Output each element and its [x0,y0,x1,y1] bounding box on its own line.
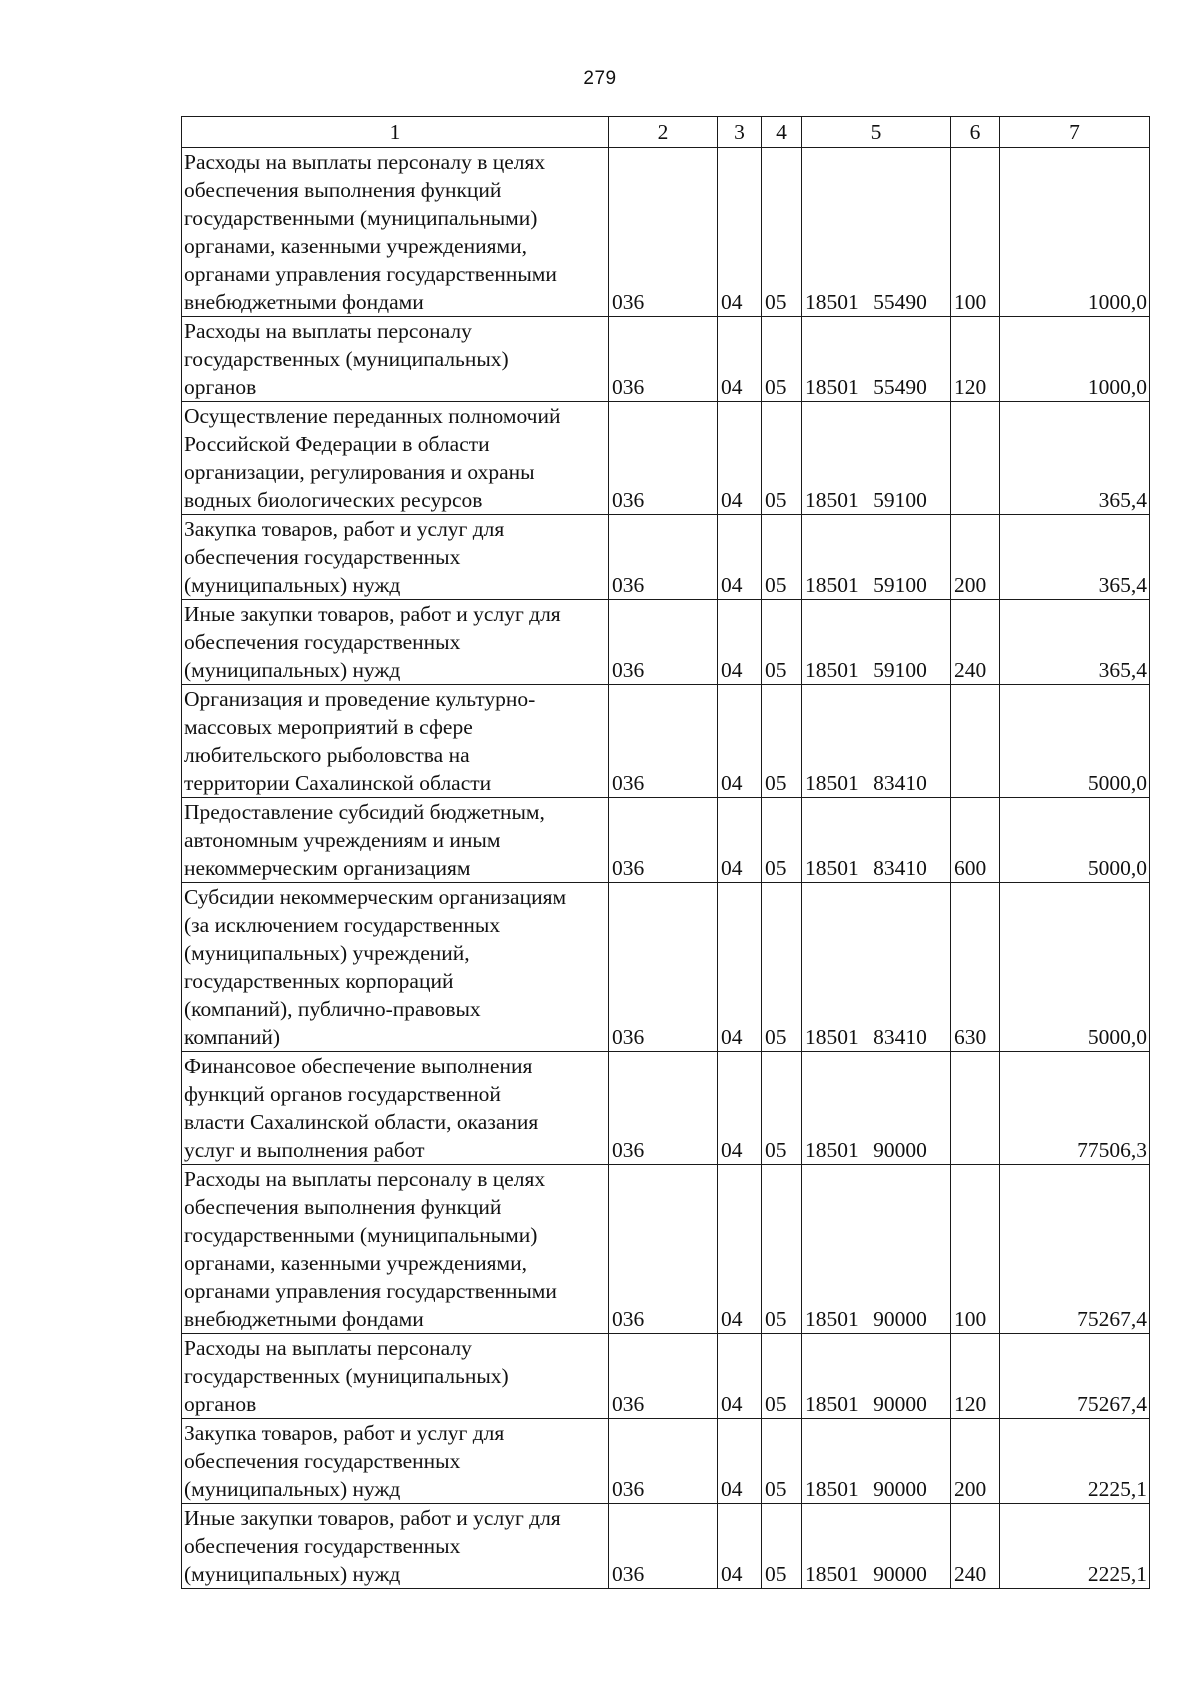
row-col-2: 036 [609,317,718,402]
row-col-5: 18501 90000 [802,1165,951,1334]
row-col-7: 1000,0 [1000,148,1150,317]
row-col-4: 05 [762,148,802,317]
row-col-6 [951,402,1000,515]
row-col-4: 05 [762,1334,802,1419]
row-col-2: 036 [609,1334,718,1419]
row-col-4: 05 [762,515,802,600]
row-col-2: 036 [609,798,718,883]
row-col-7: 5000,0 [1000,798,1150,883]
row-col-7: 75267,4 [1000,1334,1150,1419]
table-row [182,1419,1150,1504]
header-col-6: 6 [951,117,1000,148]
row-col-3: 04 [718,317,762,402]
row-col-2: 036 [609,402,718,515]
row-col-2: 036 [609,1052,718,1165]
row-col-6: 100 [951,1165,1000,1334]
row-col-3: 04 [718,883,762,1052]
row-col-4: 05 [762,402,802,515]
row-col-7: 2225,1 [1000,1419,1150,1504]
row-col-5: 18501 90000 [802,1504,951,1589]
row-col-4: 05 [762,798,802,883]
row-col-5: 18501 90000 [802,1052,951,1165]
row-col-6 [951,685,1000,798]
row-col-7: 365,4 [1000,600,1150,685]
page-number: 279 [583,68,617,89]
table-row [182,600,1150,685]
table-row [182,1165,1150,1334]
row-col-4: 05 [762,600,802,685]
row-col-2: 036 [609,1165,718,1334]
row-col-4: 05 [762,1165,802,1334]
row-col-3: 04 [718,1504,762,1589]
row-col-7: 5000,0 [1000,685,1150,798]
header-col-4: 4 [762,117,802,148]
row-col-6: 100 [951,148,1000,317]
row-col-3: 04 [718,1165,762,1334]
row-col-6: 630 [951,883,1000,1052]
row-col-6: 200 [951,515,1000,600]
row-col-5: 18501 55490 [802,148,951,317]
row-description: Расходы на выплаты персоналу государственных (муниципальных) органов [182,1334,609,1419]
header-row [182,117,1150,148]
row-col-5: 18501 90000 [802,1334,951,1419]
row-col-4: 05 [762,1052,802,1165]
row-col-4: 05 [762,685,802,798]
row-description: Расходы на выплаты персоналу в целях обеспечения выполнения функций государственными (муниципальными) органами, казенными учреждениями, органами управления государственными внебюджетными фондами [182,148,609,317]
row-description: Осуществление переданных полномочий Российской Федерации в области организации, регулирования и охраны водных биологических ресурсов [182,402,609,515]
row-col-7: 75267,4 [1000,1165,1150,1334]
table-row [182,317,1150,402]
table-row [182,1334,1150,1419]
row-col-3: 04 [718,600,762,685]
row-col-3: 04 [718,685,762,798]
row-col-3: 04 [718,1052,762,1165]
row-description: Предоставление субсидий бюджетным, автономным учреждениям и иным некоммерческим организациям [182,798,609,883]
row-description: Закупка товаров, работ и услуг для обеспечения государственных (муниципальных) нужд [182,1419,609,1504]
row-col-3: 04 [718,1419,762,1504]
row-col-2: 036 [609,600,718,685]
row-col-7: 77506,3 [1000,1052,1150,1165]
row-description: Закупка товаров, работ и услуг для обеспечения государственных (муниципальных) нужд [182,515,609,600]
row-col-2: 036 [609,1419,718,1504]
table-row [182,883,1150,1052]
row-description: Расходы на выплаты персоналу в целях обеспечения выполнения функций государственными (муниципальными) органами, казенными учреждениями, органами управления государственными внебюджетными фондами [182,1165,609,1334]
header-col-5: 5 [802,117,951,148]
row-col-5: 18501 59100 [802,402,951,515]
row-col-2: 036 [609,1504,718,1589]
row-col-5: 18501 83410 [802,798,951,883]
row-col-7: 2225,1 [1000,1504,1150,1589]
row-col-7: 5000,0 [1000,883,1150,1052]
row-col-4: 05 [762,317,802,402]
header-col-7: 7 [1000,117,1150,148]
row-col-6: 240 [951,600,1000,685]
header-col-3: 3 [718,117,762,148]
row-col-3: 04 [718,798,762,883]
row-col-4: 05 [762,883,802,1052]
row-col-3: 04 [718,148,762,317]
row-description: Финансовое обеспечение выполнения функций органов государственной власти Сахалинской области, оказания услуг и выполнения работ [182,1052,609,1165]
header-col-2: 2 [609,117,718,148]
table-row [182,1504,1150,1589]
table-row [182,798,1150,883]
row-col-4: 05 [762,1419,802,1504]
row-description: Организация и проведение культурно- массовых мероприятий в сфере любительского рыболовства на территории Сахалинской области [182,685,609,798]
row-col-4: 05 [762,1504,802,1589]
row-col-3: 04 [718,1334,762,1419]
row-col-2: 036 [609,883,718,1052]
table-header [182,117,1150,148]
row-col-5: 18501 59100 [802,600,951,685]
row-col-5: 18501 83410 [802,685,951,798]
row-description: Расходы на выплаты персоналу государственных (муниципальных) органов [182,317,609,402]
row-col-6: 120 [951,317,1000,402]
table-row [182,402,1150,515]
row-col-6: 200 [951,1419,1000,1504]
row-col-5: 18501 83410 [802,883,951,1052]
row-col-6: 600 [951,798,1000,883]
row-col-3: 04 [718,402,762,515]
row-col-7: 365,4 [1000,402,1150,515]
header-col-1: 1 [182,117,609,148]
table-row [182,685,1150,798]
row-col-5: 18501 90000 [802,1419,951,1504]
row-col-6: 240 [951,1504,1000,1589]
table-row [182,148,1150,317]
row-col-6: 120 [951,1334,1000,1419]
table-row [182,515,1150,600]
row-description: Иные закупки товаров, работ и услуг для обеспечения государственных (муниципальных) нужд [182,1504,609,1589]
budget-table [181,116,1150,1589]
row-description: Иные закупки товаров, работ и услуг для обеспечения государственных (муниципальных) нужд [182,600,609,685]
row-col-2: 036 [609,148,718,317]
row-col-6 [951,1052,1000,1165]
row-col-7: 365,4 [1000,515,1150,600]
row-col-5: 18501 59100 [802,515,951,600]
row-col-3: 04 [718,515,762,600]
row-col-5: 18501 55490 [802,317,951,402]
row-col-2: 036 [609,685,718,798]
row-col-7: 1000,0 [1000,317,1150,402]
row-description: Субсидии некоммерческим организациям (за исключением государственных (муниципальных) учреждений, государственных корпораций (компаний), публично-правовых компаний) [182,883,609,1052]
row-col-2: 036 [609,515,718,600]
table-body [182,148,1150,1589]
table-row [182,1052,1150,1165]
